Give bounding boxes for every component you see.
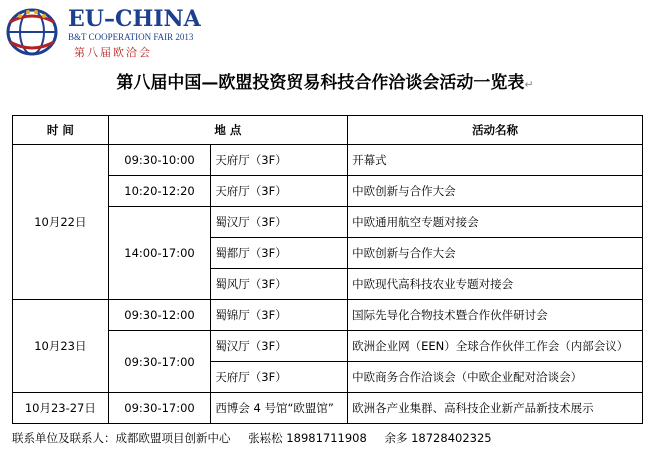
place-cell: 天府厅（3F） (211, 145, 348, 176)
place-cell: 天府厅（3F） (211, 362, 348, 393)
time-cell: 09:30-10:00 (108, 145, 211, 176)
contact-person-2: 余多 18728402325 (384, 431, 492, 445)
header-place: 地 点 (108, 116, 347, 145)
date-cell: 10月23-27日 (13, 393, 109, 424)
place-cell: 蜀汉厅（3F） (211, 331, 348, 362)
header-time: 时 间 (13, 116, 109, 145)
logo-title: EU–CHINA (68, 6, 201, 32)
date-cell: 10月23日 (13, 300, 109, 393)
logo-subtitle: B&T COOPERATION FAIR 2013 (68, 32, 194, 42)
time-cell: 14:00-17:00 (108, 207, 211, 300)
place-cell: 天府厅（3F） (211, 176, 348, 207)
activity-cell: 国际先导化合物技术暨合作伙伴研讨会 (348, 300, 643, 331)
time-cell: 09:30-12:00 (108, 300, 211, 331)
time-cell: 09:30-17:00 (108, 393, 211, 424)
globe-logo-icon (2, 2, 64, 58)
paragraph-mark: ↵ (524, 78, 534, 91)
logo-chinese-name: 第八届欧洽会 (74, 46, 152, 59)
table-row (13, 393, 643, 424)
contact-person-1: 张崧松 18981711908 (248, 431, 367, 445)
place-cell: 蜀汉厅（3F） (211, 207, 348, 238)
activity-cell: 欧洲企业网（EEN）全球合作伙伴工作会（内部会议） (348, 331, 643, 362)
activity-cell: 中欧创新与合作大会 (348, 176, 643, 207)
activity-cell: 欧洲各产业集群、高科技企业新产品新技术展示 (348, 393, 643, 424)
time-cell: 10:20-12:20 (108, 176, 211, 207)
place-cell: 西博会 4 号馆“欧盟馆” (211, 393, 348, 424)
place-cell: 蜀风厅（3F） (211, 269, 348, 300)
page-title (0, 68, 650, 93)
date-cell: 10月22日 (13, 145, 109, 300)
place-cell: 蜀都厅（3F） (211, 238, 348, 269)
activity-cell: 中欧创新与合作大会 (348, 238, 643, 269)
activity-cell: 中欧商务合作洽谈会（中欧企业配对洽谈会） (348, 362, 643, 393)
time-cell: 09:30-17:00 (108, 331, 211, 393)
schedule-table (12, 115, 643, 424)
activity-cell: 开幕式 (348, 145, 643, 176)
table-header-row (13, 116, 643, 145)
contact-label: 联系单位及联系人：成都欧盟项目创新中心 (12, 431, 231, 445)
page-title-text: 第八届中国—欧盟投资贸易科技合作洽谈会活动一览表 (116, 73, 525, 93)
header-activity: 活动名称 (348, 116, 643, 145)
eu-china-fair-logo (2, 2, 202, 60)
table-row (13, 300, 643, 331)
activity-cell: 中欧现代高科技农业专题对接会 (348, 269, 643, 300)
activity-cell: 中欧通用航空专题对接会 (348, 207, 643, 238)
contact-info (12, 430, 506, 446)
table-row (13, 145, 643, 176)
place-cell: 蜀锦厅（3F） (211, 300, 348, 331)
